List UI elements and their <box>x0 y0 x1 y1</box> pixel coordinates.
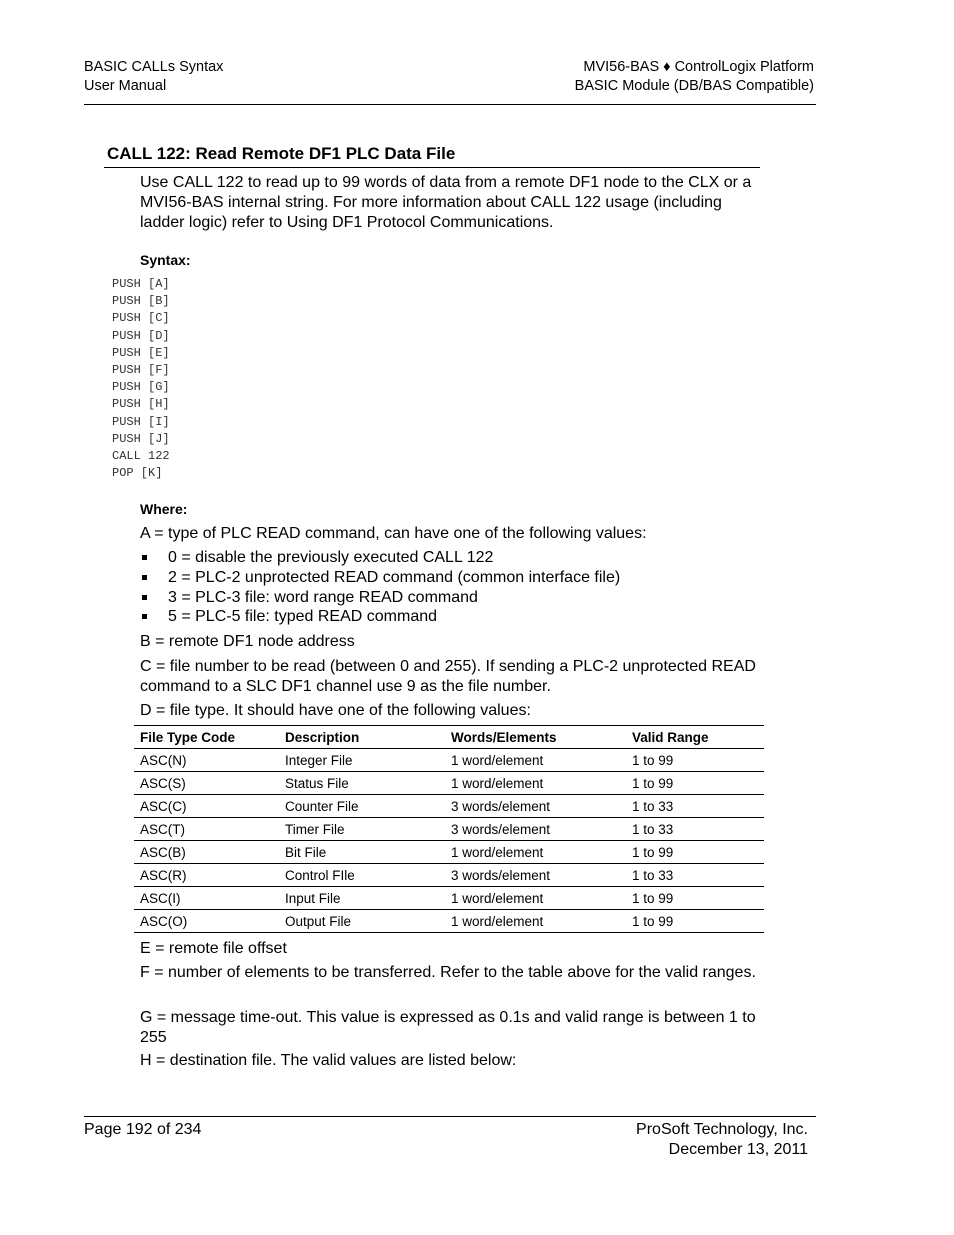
table-cell: 1 to 33 <box>626 795 764 818</box>
table-cell: Input File <box>279 887 445 910</box>
intro-paragraph: Use CALL 122 to read up to 99 words of data from a remote DF1 node to the CLX or a MVI56-BAS internal string. For more information about CALL 122 usage (including ladder logic) refer to Using DF1 Protocol Communications. <box>140 174 752 231</box>
table-cell: Output File <box>279 910 445 933</box>
footer-company: ProSoft Technology, Inc. <box>636 1121 808 1138</box>
table-row <box>134 818 764 841</box>
header-chapter: BASIC CALLs Syntax <box>84 59 224 75</box>
table-cell: ASC(S) <box>134 772 279 795</box>
table-cell: 1 to 33 <box>626 818 764 841</box>
header-product: MVI56-BAS ♦ ControlLogix Platform <box>583 59 814 75</box>
table-row <box>134 910 764 933</box>
column-header: Description <box>279 726 445 749</box>
param-f: F = number of elements to be transferred. Refer to the table above for the valid ranges. <box>140 964 756 981</box>
table-row <box>134 749 764 772</box>
table-row <box>134 841 764 864</box>
table-cell: 3 words/element <box>445 795 626 818</box>
file-type-table <box>134 725 764 933</box>
table-cell: ASC(R) <box>134 864 279 887</box>
table-row <box>134 887 764 910</box>
header-manual: User Manual <box>84 78 167 94</box>
table-cell: ASC(I) <box>134 887 279 910</box>
table-cell: 1 to 99 <box>626 841 764 864</box>
table-cell: Integer File <box>279 749 445 772</box>
table-cell: ASC(C) <box>134 795 279 818</box>
table-cell: 3 words/element <box>445 864 626 887</box>
table-cell: ASC(B) <box>134 841 279 864</box>
header-module: BASIC Module (DB/BAS Compatible) <box>574 78 814 94</box>
table-cell: 1 word/element <box>445 772 626 795</box>
code-line: PUSH [D] <box>112 328 170 343</box>
table-cell: 1 word/element <box>445 910 626 933</box>
header-rule <box>84 104 816 105</box>
param-a: A = type of PLC READ command, can have one of the following values: <box>140 525 647 542</box>
table-header-row <box>134 726 764 749</box>
table-cell: ASC(O) <box>134 910 279 933</box>
table-row <box>134 864 764 887</box>
param-h: H = destination file. The valid values are listed below: <box>140 1052 517 1069</box>
code-line: PUSH [A] <box>112 277 170 291</box>
where-label: Where: <box>140 501 188 517</box>
table-cell: Timer File <box>279 818 445 841</box>
code-line: PUSH [C] <box>112 311 170 326</box>
param-g: G = message time-out. This value is expressed as 0.1s and valid range is between 1 to 255 <box>140 1009 756 1046</box>
table-cell: ASC(T) <box>134 818 279 841</box>
list-item: 2 = PLC-2 unprotected READ command (common interface file) <box>140 568 620 588</box>
param-e: E = remote file offset <box>140 940 287 957</box>
table-cell: 1 to 33 <box>626 864 764 887</box>
table-cell: Counter File <box>279 795 445 818</box>
footer-rule <box>84 1116 816 1117</box>
table-cell: ASC(N) <box>134 749 279 772</box>
table-cell: 1 word/element <box>445 887 626 910</box>
column-header: Valid Range <box>626 726 764 749</box>
table-row <box>134 772 764 795</box>
param-a-values-list <box>140 548 620 627</box>
table-cell: 3 words/element <box>445 818 626 841</box>
code-line: PUSH [E] <box>112 345 170 360</box>
code-line: PUSH [H] <box>112 397 170 412</box>
table-cell: 1 word/element <box>445 841 626 864</box>
code-line: PUSH [B] <box>112 294 170 309</box>
code-line: POP [K] <box>112 466 163 481</box>
syntax-label: Syntax: <box>140 252 191 268</box>
footer-date: December 13, 2011 <box>668 1140 808 1158</box>
section-title: CALL 122: Read Remote DF1 PLC Data File <box>107 144 456 163</box>
code-line: PUSH [I] <box>112 414 170 429</box>
table-cell: 1 to 99 <box>626 887 764 910</box>
param-d: D = file type. It should have one of the following values: <box>140 702 531 719</box>
table-cell: Control FIle <box>279 864 445 887</box>
table-cell: 1 word/element <box>445 749 626 772</box>
list-item: 3 = PLC-3 file: word range READ command <box>140 588 620 608</box>
column-header: File Type Code <box>134 726 279 749</box>
title-rule <box>104 167 760 168</box>
param-b: B = remote DF1 node address <box>140 633 355 650</box>
param-c: C = file number to be read (between 0 and 255). If sending a PLC-2 unprotected READ command to a SLC DF1 channel use 9 as the file number. <box>140 658 756 695</box>
table-cell: 1 to 99 <box>626 749 764 772</box>
list-item: 0 = disable the previously executed CALL 122 <box>140 548 620 568</box>
table-cell: 1 to 99 <box>626 910 764 933</box>
table-cell: 1 to 99 <box>626 772 764 795</box>
table-cell: Status File <box>279 772 445 795</box>
code-line: PUSH [G] <box>112 380 170 395</box>
running-header-left <box>84 58 223 96</box>
page-number: Page 192 of 234 <box>84 1121 202 1138</box>
running-header-right <box>575 58 814 96</box>
syntax-code-block <box>112 276 170 482</box>
column-header: Words/Elements <box>445 726 626 749</box>
footer-company-block <box>636 1120 808 1159</box>
table-row <box>134 795 764 818</box>
table-cell: Bit File <box>279 841 445 864</box>
list-item: 5 = PLC-5 file: typed READ command <box>140 607 620 627</box>
code-line: PUSH [J] <box>112 431 170 446</box>
code-line: PUSH [F] <box>112 362 170 377</box>
code-line: CALL 122 <box>112 448 170 463</box>
